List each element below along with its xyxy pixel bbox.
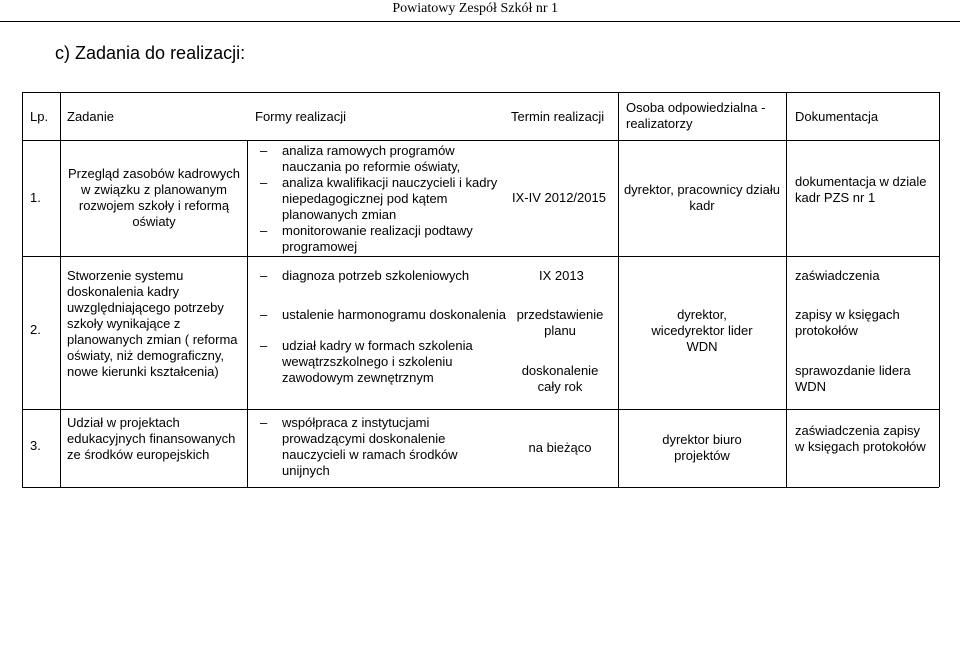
row1-zadanie: Przegląd zasobów kadrowych w związku z planowanym rozwojem szkoły i reformą oświaty (68, 166, 240, 229)
row1-dokumentacja: dokumentacja w dziale kadr PZS nr 1 (795, 174, 927, 205)
row3-termin: na bieżąco (528, 440, 592, 455)
row3-lp: 3. (30, 438, 41, 453)
row1-termin: IX-IV 2012/2015 (512, 190, 606, 205)
row2-osoba: dyrektor, wicedyrektor lider WDN (651, 307, 753, 354)
table-col-line (22, 92, 23, 487)
header-zadanie: Zadanie (67, 109, 114, 124)
row3-osoba: dyrektor biuro projektów (662, 432, 742, 463)
table-border-bottom (22, 487, 939, 488)
row2-formy-list (258, 268, 514, 386)
row3-dokumentacja: zaświadczenia zapisy w księgach protokołów (795, 423, 926, 454)
table-border-top (22, 92, 939, 93)
row2-termin-date: IX 2013 (539, 268, 584, 283)
row3-formy-list (258, 415, 496, 479)
row2-dokumentacja-zaswiadczenia: zaświadczenia (795, 268, 880, 283)
row2-termin-plan: przedstawienie planu (516, 307, 604, 338)
header-dokumentacja: Dokumentacja (795, 109, 879, 124)
row1-osoba: dyrektor, pracownicy działu kadr (623, 182, 781, 213)
row3-zadanie: Udział w projektach edukacyjnych finansowanych ze środków europejskich (67, 415, 236, 462)
row2-zadanie: Stworzenie systemu doskonalenia kadry uwzględniającego potrzeby szkoły wynikające z planowanych zmian ( reforma oświaty, niż demograficzny, nowe kierunki kształcenia) (67, 268, 238, 379)
section-title: c) Zadania do realizacji: (55, 43, 246, 63)
row1-lp: 1. (30, 190, 41, 205)
header-formy: Formy realizacji (255, 109, 347, 124)
table-col-line (60, 92, 61, 487)
list-item: – analiza kwalifikacji nauczycieli i kadry niepedagogicznej pod kątem planowanych zmian (258, 175, 506, 223)
list-item: – monitorowanie realizacji podtawy programowej (258, 223, 506, 255)
row2-dokumentacja-sprawozdanie: sprawozdanie lidera WDN (795, 363, 911, 394)
table-row2-bottom (22, 409, 939, 410)
table-header-bottom (22, 140, 939, 141)
row2-lp: 2. (30, 322, 41, 337)
table-col-line (247, 140, 248, 487)
table-col-line (939, 92, 940, 487)
table-col-line (786, 92, 787, 487)
list-item: – diagnoza potrzeb szkoleniowych (258, 268, 514, 284)
header-rule (0, 21, 960, 22)
header-termin: Termin realizacji (511, 109, 605, 124)
list-item: – ustalenie harmonogramu doskonalenia (258, 307, 514, 323)
header-osoba: Osoba odpowiedzialna - realizatorzy (626, 100, 766, 131)
header-lp: Lp. (30, 109, 49, 124)
row1-formy-list (258, 143, 506, 255)
page-header-title: Powiatowy Zespół Szkół nr 1 (392, 1, 558, 16)
list-item: – analiza ramowych programów nauczania po reformie oświaty, (258, 143, 506, 175)
list-item: – udział kadry w formach szkolenia wewątrzszkolnego i szkoleniu zawodowym zewnętrznym (258, 338, 514, 386)
table-col-line (618, 92, 619, 487)
list-item: – współpraca z instytucjami prowadzącymi doskonalenie nauczycieli w ramach środków unijnych (258, 415, 496, 479)
row2-termin-doskonalenie: doskonalenie cały rok (521, 363, 599, 394)
row2-dokumentacja-zapisy: zapisy w księgach protokołów (795, 307, 900, 338)
table-row1-bottom (22, 256, 939, 257)
